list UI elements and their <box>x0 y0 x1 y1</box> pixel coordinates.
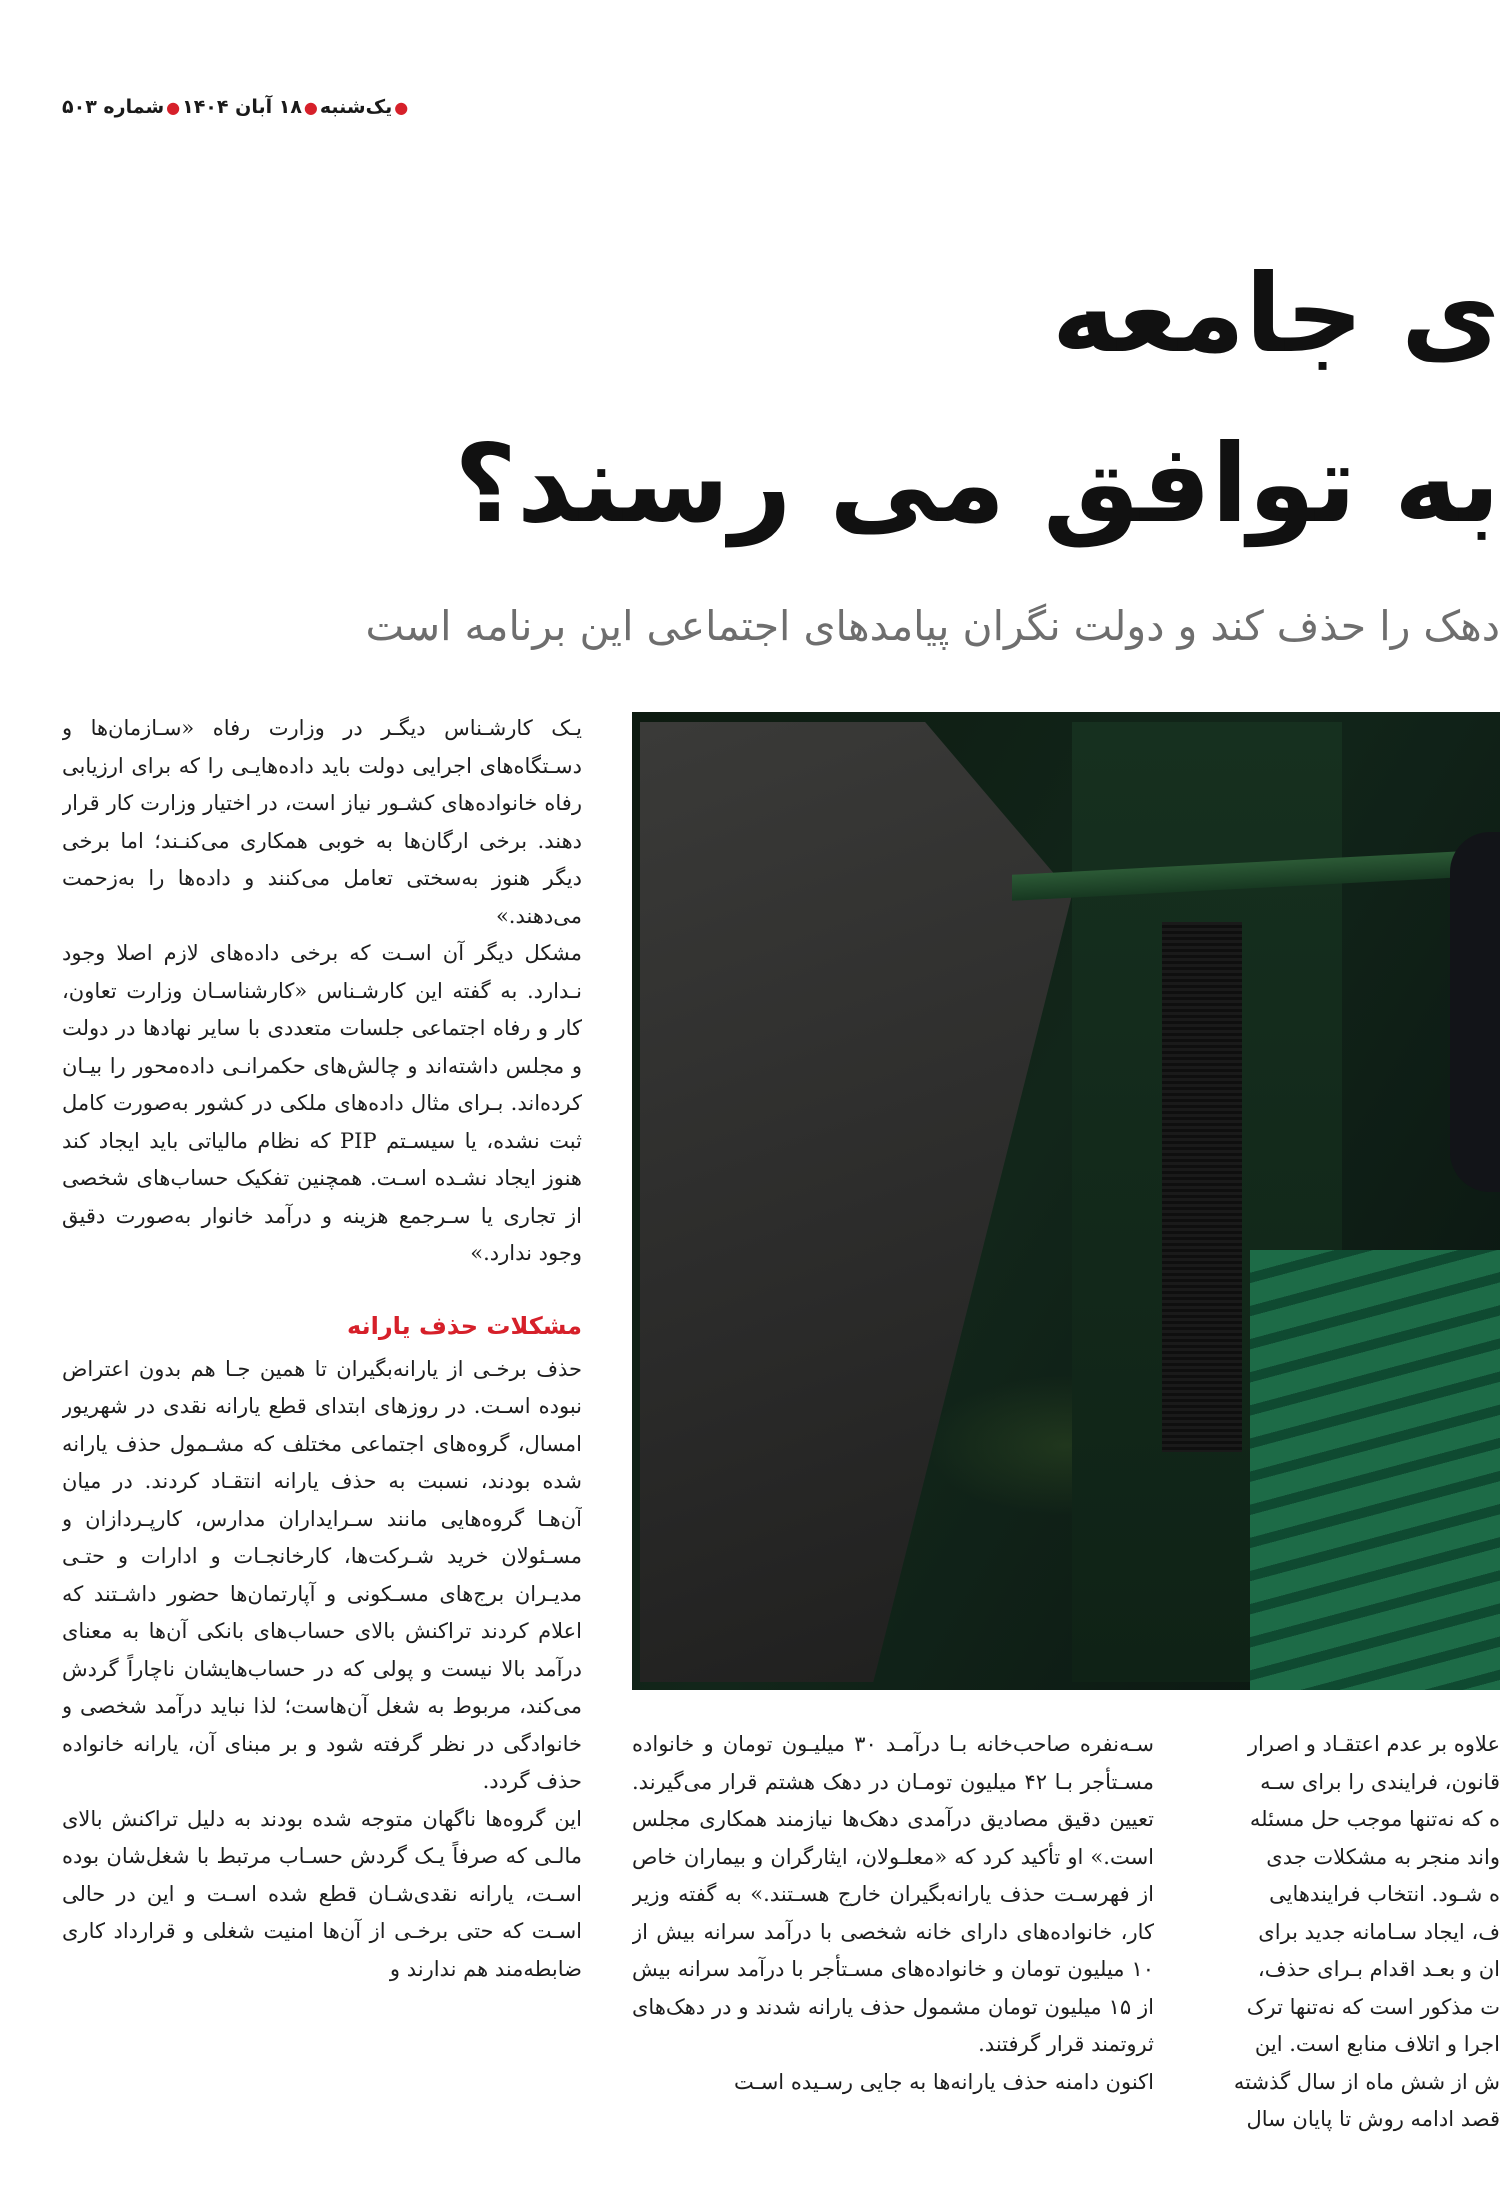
issue-header <box>62 96 410 118</box>
section-title: مشکلات حذف یارانه <box>347 1311 582 1340</box>
column-line: ت مذکور است که نه‌تنها ترک <box>1246 1994 1500 2019</box>
bullet-dot-icon: ● <box>166 98 181 117</box>
header-date: ۱۸ آبان ۱۴۰۴ <box>182 96 302 118</box>
bullet-dot-icon: ● <box>394 98 409 117</box>
subtitle: دهک را حذف کند و دولت نگران پیامدهای اجتماعی این برنامه است <box>365 602 1500 650</box>
column-line: ش از شش ماه از سال گذشته <box>1233 2069 1500 2094</box>
paragraph: سـه‌نفره صاحب‌خانه بـا درآمـد ۳۰ میلیـون تومان و خانواده مسـتأجر بـا ۴۲ میلیون تومـان در دهک هشتم قرار می‌گیرند. تعیین دقیق مصادیق درآمدی دهک‌ها نیازمند همکاری مجلس است.» او تأکید کرد که «معلـولان، ایثارگران و بیماران خاص از فهرسـت حذف یارانه‌بگیران خارج هسـتند.» به گفته وزیر کار، خانواده‌های دارای خانه شخصی با درآمد سرانه بیش از ۱۰ میلیون تومان و خانواده‌های مسـتأجر با درآمد سرانه بیش از ۱۵ میلیون تومان مشمول حذف یارانه شدند و در دهک‌های ثروتمند قرار گرفتند. <box>632 1732 1154 2056</box>
column-line: ه شـود. انتخاب فرایندهایی <box>1269 1882 1500 1906</box>
person-figure <box>1450 832 1500 1192</box>
left-column <box>62 710 582 2193</box>
paragraph: اکنون دامنه حذف یارانه‌ها به جایی رسـیده اسـت <box>733 2069 1154 2094</box>
parliament-photo <box>632 712 1500 1690</box>
column-line: ان و بعـد اقدام بـرای حذف، <box>1257 1957 1500 1981</box>
column-line: واند منجر به مشکلات جدی <box>1266 1844 1500 1869</box>
middle-column <box>632 1726 1154 2193</box>
speaker-icon <box>1162 922 1242 1452</box>
column-line: ف، ایجاد سـامانه جدید برای <box>1258 1919 1500 1944</box>
headline-line-2: به توافق می رسند؟ <box>454 422 1500 547</box>
paragraph: یـک کارشـناس دیگـر در وزارت رفاه «سـازمان‌ها و دسـتگاه‌های اجرایی دولت باید داده‌هایـی را که برای ارزیابی رفاه خانواده‌های کشـور نیاز است، در اختیار وزارت کار قرار دهند. برخی ارگان‌ها به خوبی همکاری می‌کنـند؛ اما برخی دیگر هنوز به‌سختی تعامل می‌کنند و داده‌ها را به‌زحمت می‌دهند.» <box>62 716 582 928</box>
paragraph: حذف برخـی از یارانه‌بگیران تا همین جـا هم بدون اعتراض نبوده اسـت. در روزهای ابتدای قطع یارانه نقدی در شهریور امسال، گروه‌های اجتماعی مختلف که مشـمول حذف یارانه شده بودند، نسبت به حذف یارانه انتقـاد کردند. در میان آن‌هـا گروه‌هایی مانند سـرایداران مدارس، کارپـردازان و مسـئولان خرید شـرکت‌ها، کارخانجـات و ادارات و حتـی مدیـران برج‌های مسـکونی و آپارتمان‌ها حضور داشـتند که اعلام کردند تراکنش بالای حساب‌های بانکی آن‌ها به معنای درآمد بالا نیست و پولی که در حساب‌هایشان ناچاراً گردش می‌کند، مربوط به شغل آن‌هاست؛ لذا نباید درآمد شخصی و خانوادگی در نظر گرفته شود و بر مبنای آن، یارانه خانواده حذف گردد. <box>62 1356 582 1793</box>
column-line: قانون، فرایندی را برای سـه <box>1260 1769 1500 1794</box>
green-stairs <box>1250 1250 1500 1690</box>
column-line: قصد ادامه روش تا پایان سال <box>1246 2107 1500 2131</box>
column-line: ه که نه‌تنها موجب حل مسئله <box>1249 1807 1500 1831</box>
bullet-dot-icon: ● <box>303 98 318 117</box>
paragraph: این گروه‌ها ناگهان متوجه شده بودند به دلیل تراکنش بالای مالـی که صرفاً یـک گردش حسـاب مرتبط با شغل‌شان بوده اسـت، یارانه نقدی‌شـان قطع شده اسـت و این در حالی اسـت که حتی برخـی از آن‌ها امنیت شغلی و قرارداد کاری ضابطه‌مند هم ندارند و <box>62 1806 582 1981</box>
headline-line-1: ی جامعه <box>1051 252 1500 377</box>
paragraph: مشکل دیگر آن اسـت که برخی داده‌های لازم اصلا وجود نـدارد. به گفته این کارشـناس «کارشناسـان وزارت تعاون، کار و رفاه اجتماعی جلسات متعددی با سایر نهادها در دولت و مجلس داشته‌اند و چالش‌های حکمرانـی داده‌محور را بیـان کرده‌اند. بـرای مثال داده‌های ملکی در کشور به‌صورت کامل ثبت نشده، یا سیسـتم PIP که نظام مالیاتی باید ایجاد کند هنوز ایجاد نشـده اسـت. همچنین تفکیک حساب‌های شخصی از تجاری یا سـرجمع هزینه و درآمد خانوار به‌صورت دقیق وجود ندارد.» <box>62 941 582 1265</box>
header-issue: شماره ۵۰۳ <box>62 96 165 118</box>
column-line: علاوه بر عدم اعتقـاد و اصرار <box>1247 1732 1500 1756</box>
header-day: یک‌شنبه <box>319 96 393 118</box>
column-line: اجرا و اتلاف منابع است. این <box>1254 2032 1500 2056</box>
right-column <box>1190 1726 1500 2193</box>
